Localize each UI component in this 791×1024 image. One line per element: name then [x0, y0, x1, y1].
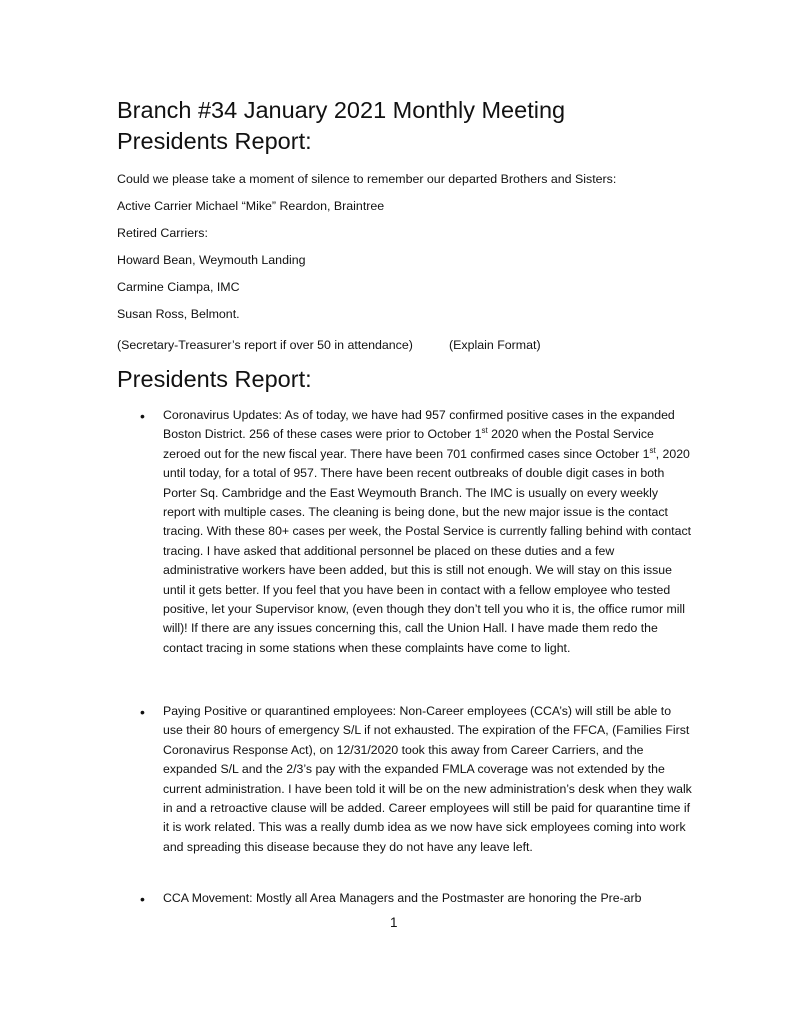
- active-carrier-text: Active Carrier Michael “Mike” Reardon, Braintree: [117, 199, 385, 213]
- moment-of-silence-text: Could we please take a moment of silence to remember our departed Brothers and Sisters:: [117, 172, 617, 186]
- bullet-cca-movement: CCA Movement: Mostly all Area Managers and the Postmaster are honoring the Pre-arb: [163, 891, 642, 905]
- bullet-icon: •: [140, 408, 145, 424]
- retired-carrier-3: Susan Ross, Belmont.: [117, 307, 240, 321]
- title-line-2: Presidents Report:: [117, 128, 312, 154]
- section-heading: Presidents Report:: [117, 366, 312, 392]
- bullet-paying-positive: Paying Positive or quarantined employees: Non-Career employees (CCA’s) will still be able to use their 80 hours of emergency S/L if not exhausted. The expiration of the FFCA, (Families First Coronavirus Response Act), on 12/31/2020 took this away from Career Carriers, and the expanded S/L and the 2/3’s pay with the expanded FMLA coverage was not extended by the current administration. I have been told it will be on the new administration’s desk when they walk in and a retroactive clause will be added. Career employees will still be paid for quarantine time if it is work related. This was a really dumb idea as we now have sick employees coming into work and spreading this disease because they do not have any leave left.: [163, 704, 692, 854]
- bullet-icon: •: [140, 891, 145, 907]
- secretary-note-line: [117, 338, 541, 352]
- explain-format-note: (Explain Format): [449, 338, 541, 352]
- title-line-1: Branch #34 January 2021 Monthly Meeting: [117, 97, 566, 123]
- bullet-coronavirus-updates: Coronavirus Updates: As of today, we have had 957 confirmed positive cases in the expanded Boston District. 256 of these cases were prior to October 1st 2020 when the Postal Service zeroed out for the new fiscal year. There have been 701 confirmed cases since October 1st, 2020 until today, for a total of 957. There have been recent outbreaks of double digit cases in both Porter Sq. Cambridge and the East Weymouth Branch. The IMC is usually on every weekly report with multiple cases. The cleaning is being done, but the new major issue is the contact tracing. With these 80+ cases per week, the Postal Service is currently falling behind with contact tracing. I have asked that additional personnel be placed on these duties and a few administrative workers have been added, but this is still not enough. We will stay on this issue until it gets better. If you feel that you have been in contact with a fellow employee who tested positive, let your Supervisor know, (even though they don’t tell you who it is, the office rumor mill will)! If there are any issues concerning this, call the Union Hall. I have made them redo the contact tracing in some stations when these complaints have come to light.: [163, 408, 692, 655]
- retired-carrier-1: Howard Bean, Weymouth Landing: [117, 253, 306, 267]
- retired-carrier-2: Carmine Ciampa, IMC: [117, 280, 240, 294]
- retired-carriers-heading: Retired Carriers:: [117, 226, 208, 240]
- bullet-icon: •: [140, 704, 145, 720]
- page-number: 1: [390, 915, 398, 930]
- secretary-note: (Secretary-Treasurer’s report if over 50 in attendance): [117, 338, 413, 352]
- document-title: [117, 95, 565, 157]
